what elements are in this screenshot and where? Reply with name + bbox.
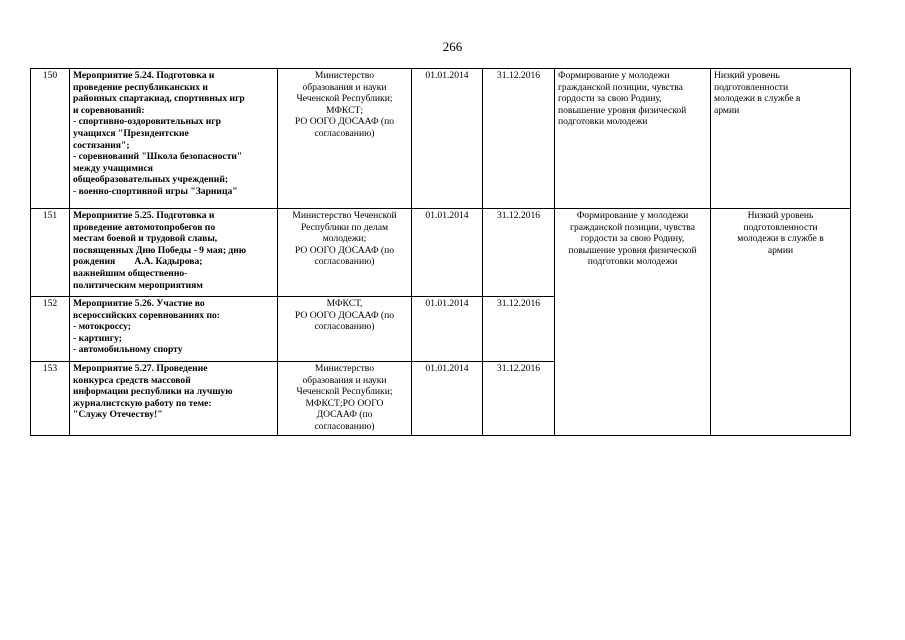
title-line: проведение республиканских и bbox=[73, 81, 208, 93]
title-line: - картингу; bbox=[73, 332, 122, 344]
title-line: важнейшим общественно- bbox=[73, 267, 188, 279]
executor-line: Чеченской Республики; bbox=[296, 386, 393, 398]
row-number: 153 bbox=[31, 362, 70, 436]
executor-line: Чеченской Республики; bbox=[296, 93, 393, 105]
end-date: 31.12.2016 bbox=[483, 297, 555, 362]
title-line: местам боевой и трудовой славы, bbox=[73, 233, 218, 245]
risk-line: молодежи в службе в bbox=[714, 93, 801, 105]
executor-line: согласованию) bbox=[314, 420, 375, 432]
risk-line: армии bbox=[714, 104, 740, 116]
executor-line: РО ООГО ДОСААФ (по bbox=[294, 309, 395, 321]
result-line: повышение уровня физической bbox=[568, 244, 697, 256]
title-line: всероссийских соревнованиях по: bbox=[73, 309, 220, 321]
executor-line: ДОСААФ (по bbox=[316, 409, 373, 421]
executor-line: Министерство bbox=[314, 363, 375, 374]
risk-line: Низкий уровень bbox=[747, 210, 814, 221]
table-row bbox=[31, 209, 851, 297]
title-line: - мотокроссу; bbox=[73, 321, 131, 333]
result-line: повышение уровня физической bbox=[558, 104, 687, 116]
risk-consequence-merged bbox=[711, 209, 851, 436]
risk-line: подготовленности bbox=[714, 81, 789, 93]
executor-line: образования и науки bbox=[302, 374, 387, 386]
row-number: 152 bbox=[31, 297, 70, 362]
title-line: - соревнований "Школа безопасности" bbox=[73, 151, 243, 163]
title-line: рождения А.А. Кадырова; bbox=[73, 256, 203, 268]
executor-line: Министерство bbox=[314, 70, 375, 81]
row-number: 151 bbox=[31, 209, 70, 297]
end-date: 31.12.2016 bbox=[483, 362, 555, 436]
expected-result bbox=[555, 69, 711, 209]
title-line: - автомобильному спорту bbox=[73, 344, 183, 356]
title-line: Мероприятие 5.27. Проведение bbox=[73, 363, 208, 374]
executor-line: молодежи; bbox=[322, 233, 367, 245]
title-line: проведение автомотопробегов по bbox=[73, 221, 216, 233]
risk-line: Низкий уровень bbox=[714, 70, 780, 81]
executor-cell bbox=[278, 69, 412, 209]
title-line: информации республики на лучшую bbox=[73, 386, 233, 398]
executor-line: образования и науки bbox=[302, 81, 387, 93]
executor-line: Республики по делам bbox=[300, 221, 389, 233]
page-number: 266 bbox=[442, 39, 463, 54]
title-line: журналистскую работу по теме: bbox=[73, 397, 212, 409]
title-line: Мероприятие 5.25. Подготовка и bbox=[73, 210, 215, 221]
executor-cell bbox=[278, 297, 412, 362]
title-line: политическим мероприятиям bbox=[73, 279, 203, 291]
title-line: "Служу Отечеству!" bbox=[73, 409, 163, 421]
title-line: Мероприятие 5.24. Подготовка и bbox=[73, 70, 215, 81]
title-line: Мероприятие 5.26. Участие во bbox=[73, 298, 205, 309]
table-row bbox=[31, 69, 851, 209]
title-line: - военно-спортивной игры "Зарница" bbox=[73, 185, 238, 197]
executor-line: РО ООГО ДОСААФ (по bbox=[294, 116, 395, 128]
result-line: Формирование у молодежи bbox=[576, 210, 689, 221]
result-line: гордости за свою Родину, bbox=[558, 93, 662, 105]
measure-title bbox=[70, 209, 278, 297]
executor-line: МФКСТ; bbox=[325, 104, 364, 116]
title-line: районных спартакиад, спортивных игр bbox=[73, 93, 245, 105]
risk-line: армии bbox=[767, 244, 794, 256]
start-date: 01.01.2014 bbox=[412, 209, 483, 297]
title-line: общеобразовательных учреждений; bbox=[73, 174, 229, 186]
result-line: Формирование у молодежи bbox=[558, 70, 670, 81]
executor-line: согласованию) bbox=[314, 127, 375, 139]
executor-line: согласованию) bbox=[314, 321, 375, 333]
title-line: и соревнований: bbox=[73, 104, 145, 116]
start-date: 01.01.2014 bbox=[412, 362, 483, 436]
title-line: - спортивно-оздоровительных игр bbox=[73, 116, 221, 128]
expected-result-merged bbox=[555, 209, 711, 436]
result-line: гражданской позиции, чувства bbox=[570, 221, 695, 233]
start-date: 01.01.2014 bbox=[412, 69, 483, 209]
measure-title bbox=[70, 297, 278, 362]
measure-title bbox=[70, 69, 278, 209]
title-line: состязания"; bbox=[73, 139, 130, 151]
executor-line: РО ООГО ДОСААФ (по bbox=[294, 244, 395, 256]
row-number: 150 bbox=[31, 69, 70, 209]
executor-line: МФКСТ, bbox=[326, 298, 363, 309]
measure-title bbox=[70, 362, 278, 436]
executor-line: МФКСТ;РО ООГО bbox=[305, 397, 384, 409]
risk-line: молодежи в службе в bbox=[737, 233, 824, 245]
measures-table bbox=[30, 68, 851, 436]
executor-line: согласованию) bbox=[314, 256, 375, 268]
title-line: конкурса средств массовой bbox=[73, 374, 191, 386]
risk-consequence bbox=[711, 69, 851, 209]
executor-line: Министерство Чеченской bbox=[292, 210, 397, 221]
risk-line: подготовленности bbox=[743, 221, 818, 233]
executor-cell bbox=[278, 209, 412, 297]
result-line: подготовки молодежи bbox=[558, 116, 648, 128]
result-line: гражданской позиции, чувства bbox=[558, 81, 683, 93]
end-date: 31.12.2016 bbox=[483, 69, 555, 209]
end-date: 31.12.2016 bbox=[483, 209, 555, 297]
title-line: учащихся "Президентские bbox=[73, 127, 189, 139]
title-line: между учащимися bbox=[73, 162, 153, 174]
title-line: посвященных Дню Победы - 9 мая; дню bbox=[73, 244, 247, 256]
executor-cell bbox=[278, 362, 412, 436]
start-date: 01.01.2014 bbox=[412, 297, 483, 362]
result-line: гордости за свою Родину, bbox=[580, 233, 685, 245]
result-line: подготовки молодежи bbox=[587, 256, 678, 268]
